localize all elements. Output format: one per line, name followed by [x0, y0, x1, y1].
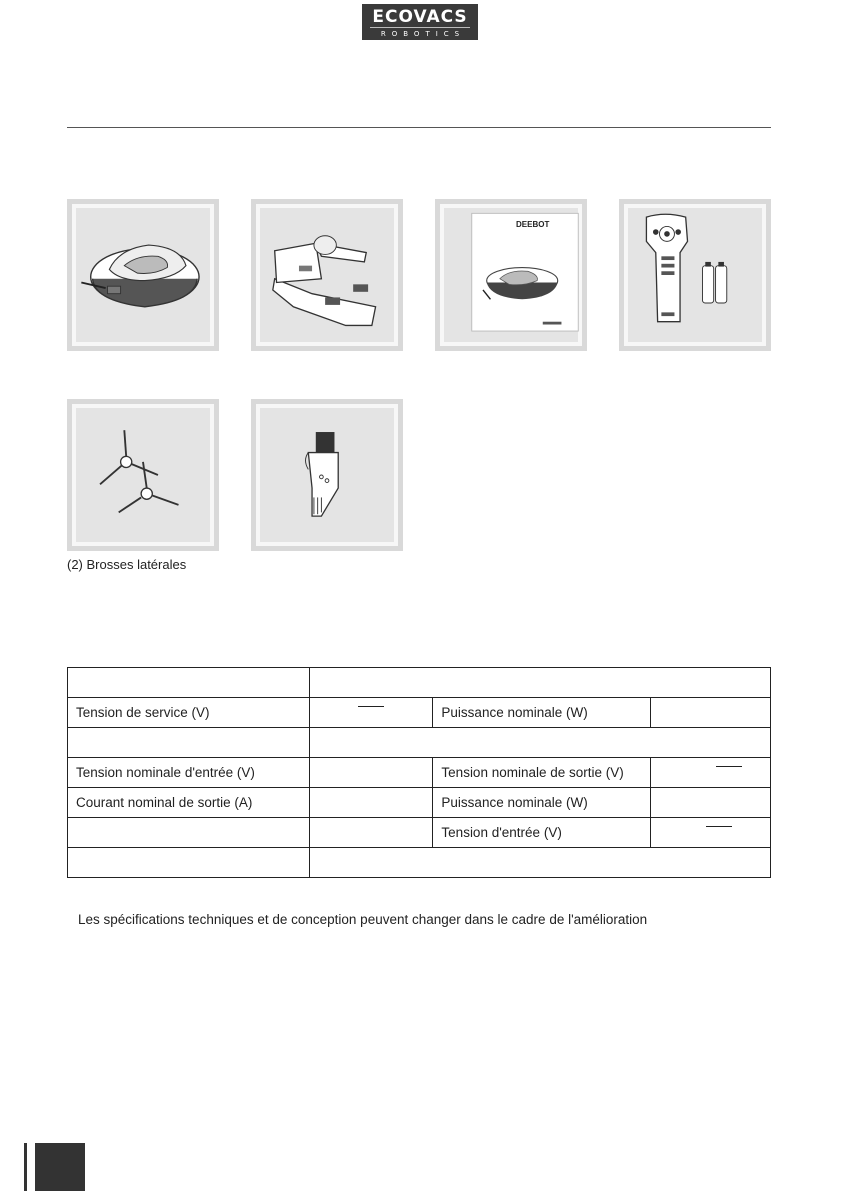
- spec-table: [67, 667, 771, 878]
- spec-label: Tension de service (V): [68, 698, 310, 728]
- brand-logo: [362, 4, 478, 40]
- accessory-tile-robot: [67, 199, 219, 351]
- dc-symbol: [706, 826, 732, 827]
- caption-side-brushes: (2) Brosses latérales: [67, 557, 187, 572]
- table-row: [68, 758, 771, 788]
- spec-label: [68, 668, 310, 698]
- spec-label: Tension d'entrée (V): [433, 818, 651, 848]
- spec-label: Puissance nominale (W): [433, 698, 651, 728]
- accessory-tile-manual: [435, 199, 587, 351]
- spec-value: [309, 788, 433, 818]
- charging-dock-icon: [256, 204, 398, 346]
- page-number-box: [35, 1143, 85, 1191]
- spec-label: Courant nominal de sortie (A): [68, 788, 310, 818]
- table-row: [68, 668, 771, 698]
- table-row: [68, 698, 771, 728]
- spec-label: [68, 818, 310, 848]
- manual-booklet-icon: [440, 204, 582, 346]
- spec-disclaimer: Les spécifications techniques et de conception peuvent changer dans le cadre de l'amélioration: [78, 912, 648, 927]
- spec-label: [68, 728, 310, 758]
- table-row: [68, 728, 771, 758]
- brand-name: ECOVACS: [370, 7, 470, 28]
- booklet-title: DEEBOT: [516, 220, 550, 229]
- table-row: [68, 848, 771, 878]
- dc-symbol: [716, 766, 742, 767]
- spec-value: [309, 728, 770, 758]
- accessory-tile-dock: [251, 199, 403, 351]
- spec-value: [651, 788, 771, 818]
- spec-value: [651, 698, 771, 728]
- accessory-tile-cleaning-brush: [251, 399, 403, 551]
- spec-value: [651, 818, 771, 848]
- spec-label: Puissance nominale (W): [433, 788, 651, 818]
- spec-value: [309, 818, 433, 848]
- remote-control-icon: [624, 204, 766, 346]
- page-margin-bar: [24, 1143, 27, 1191]
- header-divider: [67, 127, 771, 128]
- spec-value: [309, 698, 433, 728]
- table-row: [68, 788, 771, 818]
- accessory-tile-side-brushes: [67, 399, 219, 551]
- dc-symbol: [358, 706, 384, 707]
- accessory-tile-remote: [619, 199, 771, 351]
- side-brushes-icon: [72, 404, 214, 546]
- robot-vacuum-icon: [72, 204, 214, 346]
- brand-subtitle: ROBOTICS: [380, 30, 466, 38]
- table-row: [68, 818, 771, 848]
- cleaning-brush-icon: [256, 404, 398, 546]
- spec-label: [68, 848, 310, 878]
- spec-label: Tension nominale de sortie (V): [433, 758, 651, 788]
- spec-value: [309, 848, 770, 878]
- spec-value: [651, 758, 771, 788]
- spec-value: [309, 668, 770, 698]
- spec-value: [309, 758, 433, 788]
- spec-label: Tension nominale d'entrée (V): [68, 758, 310, 788]
